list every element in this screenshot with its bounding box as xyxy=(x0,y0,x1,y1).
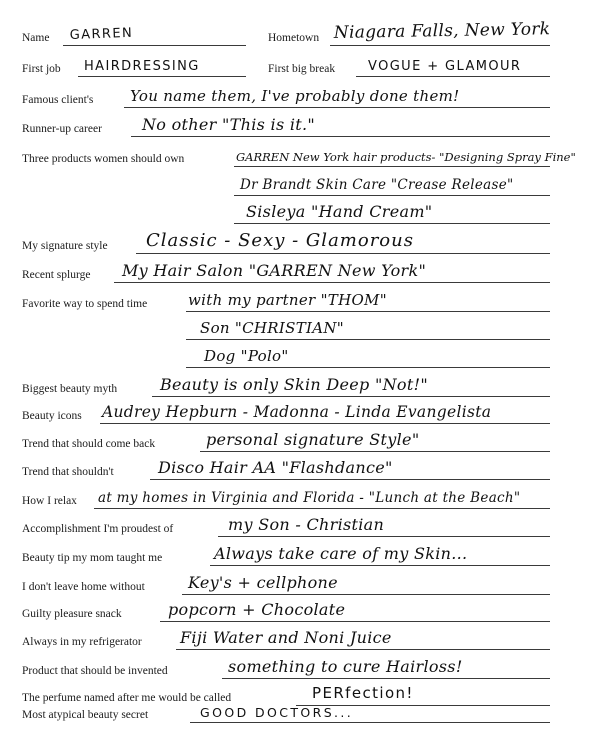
row-refrigerator xyxy=(0,626,589,650)
row-favorite-way xyxy=(0,288,589,312)
atypical-secret-line xyxy=(190,722,550,723)
how-i-relax-line xyxy=(94,508,550,509)
signature-style-value: Classic - Sexy - Glamorous xyxy=(146,230,414,251)
row-beauty-tip xyxy=(0,542,589,566)
recent-splurge-value: My Hair Salon "GARREN New York" xyxy=(122,261,427,280)
row-dont-leave-home xyxy=(0,571,589,595)
row-favorite-way-3 xyxy=(0,344,589,368)
accomplishment-line xyxy=(218,536,550,537)
recent-splurge-label: Recent splurge xyxy=(22,269,91,281)
dont-leave-home-value: Key's + cellphone xyxy=(188,573,338,592)
dont-leave-home-line xyxy=(182,594,550,595)
runner-up-value: No other "This is it." xyxy=(142,115,316,134)
row-how-i-relax xyxy=(0,485,589,509)
refrigerator-line xyxy=(176,649,550,650)
three-products-label: Three products women should own xyxy=(22,153,185,165)
row-name-hometown xyxy=(0,19,589,46)
row-guilty-pleasure xyxy=(0,598,589,622)
first-big-break-value: VOGUE + GLAMOUR xyxy=(368,59,522,74)
three-products-line-3 xyxy=(234,223,550,224)
row-atypical-secret xyxy=(0,699,589,723)
runner-up-line xyxy=(131,136,550,137)
favorite-way-line-3 xyxy=(186,367,550,368)
row-trend-shouldnt xyxy=(0,456,589,480)
hometown-label: Hometown xyxy=(268,32,320,44)
row-favorite-way-2 xyxy=(0,316,589,340)
product-invented-line xyxy=(222,678,550,679)
first-job-value: HAIRDRESSING xyxy=(84,59,200,74)
three-products-value-1: GARREN New York hair products- "Designing Spray Fine" xyxy=(236,150,576,164)
name-line xyxy=(63,45,246,46)
famous-clients-value: You name them, I've probably done them! xyxy=(130,87,460,105)
beauty-myth-value: Beauty is only Skin Deep "Not!" xyxy=(160,375,428,394)
row-beauty-icons xyxy=(0,400,589,424)
trend-come-back-label: Trend that should come back xyxy=(22,438,156,450)
perfume-label: The perfume named after me would be called xyxy=(22,692,232,704)
refrigerator-label: Always in my refrigerator xyxy=(22,636,142,648)
atypical-secret-label: Most atypical beauty secret xyxy=(22,709,149,721)
three-products-value-3: Sisleya "Hand Cream" xyxy=(246,202,433,221)
row-recent-splurge xyxy=(0,259,589,283)
famous-clients-label: Famous client's xyxy=(22,94,94,106)
recent-splurge-line xyxy=(114,282,550,283)
row-beauty-myth xyxy=(0,373,589,397)
favorite-way-value-1: with my partner "THOM" xyxy=(188,291,387,309)
beauty-myth-line xyxy=(152,396,550,397)
row-runner-up xyxy=(0,113,589,137)
favorite-way-label: Favorite way to spend time xyxy=(22,298,148,310)
beauty-icons-value: Audrey Hepburn - Madonna - Linda Evangelista xyxy=(102,403,492,421)
trend-shouldnt-value: Disco Hair AA "Flashdance" xyxy=(158,458,393,477)
beauty-myth-label: Biggest beauty myth xyxy=(22,383,118,395)
row-three-products xyxy=(0,143,589,167)
famous-clients-line xyxy=(124,107,550,108)
favorite-way-line-2 xyxy=(186,339,550,340)
three-products-line-2 xyxy=(234,195,550,196)
first-job-line xyxy=(78,76,246,77)
beauty-tip-label: Beauty tip my mom taught me xyxy=(22,552,163,564)
row-trend-come-back xyxy=(0,428,589,452)
product-invented-value: something to cure Hairloss! xyxy=(228,657,463,676)
refrigerator-value: Fiji Water and Noni Juice xyxy=(180,628,392,647)
row-three-products-2 xyxy=(0,172,589,196)
signature-style-label: My signature style xyxy=(22,240,108,252)
dont-leave-home-label: I don't leave home without xyxy=(22,581,145,593)
how-i-relax-label: How I relax xyxy=(22,495,77,507)
accomplishment-label: Accomplishment I'm proudest of xyxy=(22,523,174,535)
name-value: GARREN xyxy=(69,25,134,43)
beauty-tip-line xyxy=(210,565,550,566)
three-products-value-2: Dr Brandt Skin Care "Crease Release" xyxy=(240,177,514,193)
trend-come-back-line xyxy=(200,451,550,452)
signature-style-line xyxy=(136,253,550,254)
name-label: Name xyxy=(22,32,50,44)
accomplishment-value: my Son - Christian xyxy=(228,515,385,534)
guilty-pleasure-value: popcorn + Chocolate xyxy=(168,600,346,619)
perfume-value: PERfection! xyxy=(312,684,414,702)
row-product-invented xyxy=(0,655,589,679)
three-products-line-1 xyxy=(234,166,550,167)
guilty-pleasure-label: Guilty pleasure snack xyxy=(22,608,122,620)
favorite-way-value-3: Dog "Polo" xyxy=(204,347,289,365)
trend-shouldnt-label: Trend that shouldn't xyxy=(22,466,114,478)
row-signature-style xyxy=(0,230,589,254)
product-invented-label: Product that should be invented xyxy=(22,665,168,677)
hometown-line xyxy=(330,45,550,46)
trend-shouldnt-line xyxy=(150,479,550,480)
row-three-products-3 xyxy=(0,200,589,224)
hometown-value: Niagara Falls, New York xyxy=(333,19,551,43)
first-job-label: First job xyxy=(22,63,61,75)
first-big-break-line xyxy=(356,76,550,77)
beauty-tip-value: Always take care of my Skin... xyxy=(214,544,468,563)
row-first-job xyxy=(0,53,589,77)
row-famous-clients xyxy=(0,84,589,108)
favorite-way-value-2: Son "CHRISTIAN" xyxy=(200,319,344,337)
atypical-secret-value: GOOD DOCTORS... xyxy=(200,705,354,720)
beauty-icons-line xyxy=(100,423,550,424)
row-accomplishment xyxy=(0,513,589,537)
runner-up-label: Runner-up career xyxy=(22,123,102,135)
first-big-break-label: First big break xyxy=(268,63,336,75)
favorite-way-line-1 xyxy=(186,311,550,312)
beauty-icons-label: Beauty icons xyxy=(22,410,82,422)
trend-come-back-value: personal signature Style" xyxy=(206,430,420,449)
how-i-relax-value: at my homes in Virginia and Florida - "Lunch at the Beach" xyxy=(98,490,521,506)
guilty-pleasure-line xyxy=(160,621,550,622)
